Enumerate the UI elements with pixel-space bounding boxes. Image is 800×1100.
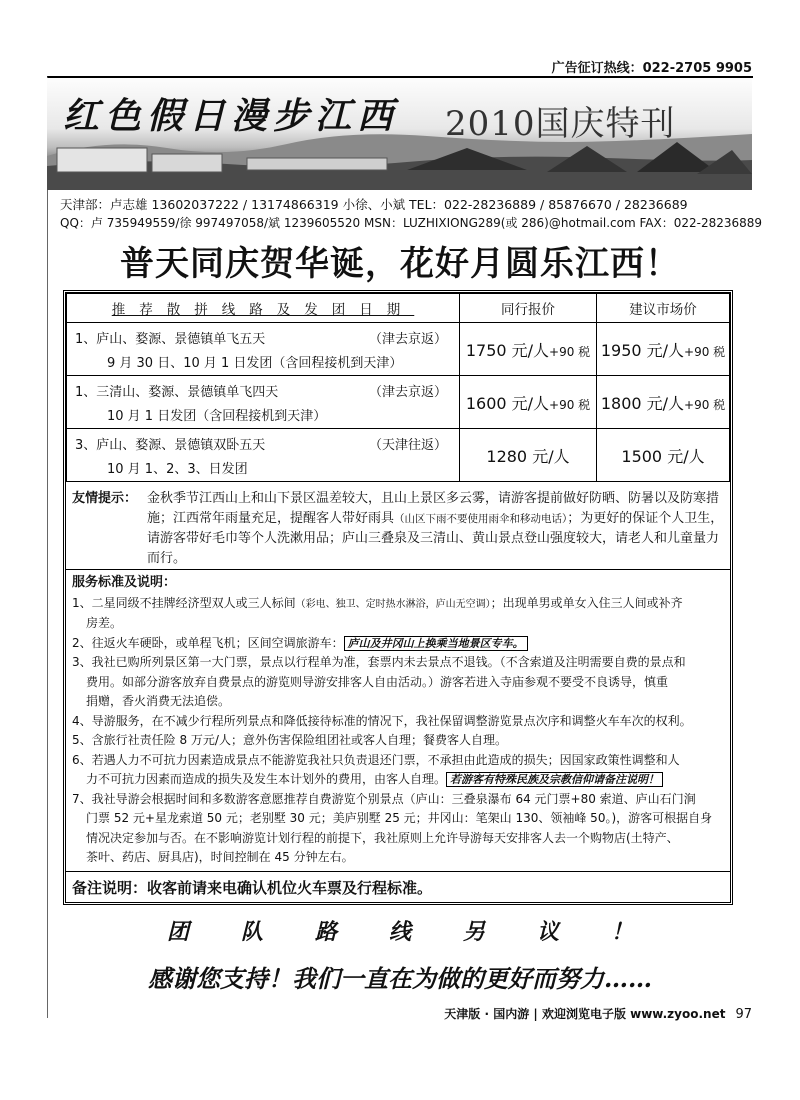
footer-text: 天津版 · 国内游 | 欢迎浏览电子版 www.zyoo.net xyxy=(444,1007,726,1021)
page-number: 97 xyxy=(735,1007,752,1022)
route-note: （津去京返） xyxy=(368,385,447,400)
route-price-table xyxy=(66,293,730,482)
service-item-cont: 力不可抗力因素而造成的损失及发生本计划外的费用，由客人自理。 若游客有特殊民族及宗教信仰请备注说明！ xyxy=(72,770,728,790)
highlight-note: 若游客有特殊民族及宗教信仰请备注说明！ xyxy=(446,772,663,787)
header-routes: 推荐散拼线路及发团日期 xyxy=(67,294,460,323)
route-date: 9 月 30 日、10 月 1 日发团（含回程接机到天津） xyxy=(107,356,403,371)
contact-line-1: 天津部：卢志雄 13602037222 / 13174866319 小徐、小斌 TEL：022-28236889 / 85876670 / 28236689 xyxy=(60,197,688,212)
table-row xyxy=(67,376,730,429)
tips-text: 金秋季节江西山上和山下景区温差较大，且山上景区多云雾，请游客提前做好防晒、防暑以及防寒措施；江西常年雨量充足，提醒客人带好雨具（山区下雨不要使用雨伞和移动电话）；为更好的保证个人卫生，请游客带好毛巾等个人洗漱用品；庐山三叠泉及三清山、黄山景点登山强度较大，请老人和儿童量力而行。 xyxy=(147,491,724,566)
ad-hotline: 广告征订热线：022-2705 9905 xyxy=(551,61,752,76)
thanks-slogan: 感谢您支持！我们一直在为做的更好而努力…… xyxy=(148,964,652,993)
friendly-tips xyxy=(72,489,726,569)
services-heading: 服务标准及说明： xyxy=(72,575,177,590)
table-header-row xyxy=(67,294,730,323)
page-footer xyxy=(444,1005,752,1022)
service-item: 5、含旅行社责任险 8 万元/人；意外伤害保险组团社或客人自理；餐费客人自理。 xyxy=(72,733,507,747)
market-price: 1800 元/人+90 税 xyxy=(597,376,730,429)
service-item: 3、我社已购所列景区第一大门票，景点以行程单为准，套票内未去景点不退钱。（不含索道及注明需要自费的景点和 xyxy=(72,655,686,669)
market-price: 1950 元/人+90 税 xyxy=(597,323,730,376)
peer-price: 1750 元/人+90 税 xyxy=(460,323,597,376)
service-item: 2、往返火车硬卧，或单程飞机；区间空调旅游车： 庐山及井冈山上换乘当地景区专车。 xyxy=(72,634,728,654)
header-market-price: 建议市场价 xyxy=(597,294,730,323)
contact-line-2: QQ：卢 735949559/徐 997497058/斌 1239605520 MSN：LUZHIXIONG289(或 286)@hotmail.com FAX：022-28236889 xyxy=(60,216,763,230)
route-name: 1、三清山、婺源、景德镇单飞四天 xyxy=(75,385,279,400)
remark: 备注说明：收客前请来电确认机位火车票及行程标准。 xyxy=(72,879,433,897)
group-route-note: 团 队 路 线 另 议 ！ xyxy=(166,919,634,945)
divider xyxy=(66,569,730,570)
service-item: 1、二星同级不挂牌经济型双人或三人标间（彩电、独卫、定时热水淋浴，庐山无空调）；出现单男或单女入住三人间或补齐 xyxy=(72,595,683,610)
service-item-cont: 费用。如部分游客放弃自费景点的游览则导游安排客人自由活动。）游客若进入寺庙参观不要受不良诱导，慎重 xyxy=(86,674,669,689)
tips-label: 友情提示： xyxy=(72,491,138,506)
banner-image xyxy=(47,78,752,190)
highlight-note: 庐山及井冈山上换乘当地景区专车。 xyxy=(344,636,528,651)
market-price: 1500 元/人 xyxy=(597,429,730,482)
headline: 普天同庆贺华诞，花好月圆乐江西！ xyxy=(120,244,680,284)
divider xyxy=(66,871,730,872)
service-item-cont: 茶叶、药店、厨具店)，时间控制在 45 分钟左右。 xyxy=(86,850,354,864)
route-date: 10 月 1 日发团（含回程接机到天津） xyxy=(107,409,327,424)
service-standards xyxy=(72,573,728,868)
route-note: （天津往返） xyxy=(368,438,447,453)
itinerary-box xyxy=(63,290,733,905)
table-row xyxy=(67,429,730,482)
service-item-cont: 情况决定参加与否。在不影响游览计划行程的前提下，我社原则上允许导游每天安排客人去一个购物店(土特产、 xyxy=(86,830,679,845)
header-peer-price: 同行报价 xyxy=(460,294,597,323)
route-cell xyxy=(67,429,460,482)
service-item: 7、我社导游会根据时间和多数游客意愿推荐自费游览个别景点（庐山：三叠泉瀑布 64 元门票+80 索道、庐山石门涧 xyxy=(72,791,696,806)
peer-price: 1600 元/人+90 税 xyxy=(460,376,597,429)
service-item-cont: 捐赠，香火消费无法追偿。 xyxy=(86,694,231,708)
service-item: 6、若遇人力不可抗力因素造成景点不能游览我社只负责退还门票，不承担由此造成的损失；因国家政策性调整和人 xyxy=(72,752,680,767)
route-cell xyxy=(67,323,460,376)
route-name: 1、庐山、婺源、景德镇单飞五天 xyxy=(75,332,266,347)
route-date: 10 月 1、2、3、日发团 xyxy=(107,462,248,477)
table-row xyxy=(67,323,730,376)
service-item-cont: 门票 52 元+星龙索道 50 元；老别墅 30 元；美庐别墅 25 元；井冈山：笔架山 130、领袖峰 50。)，游客可根据自身 xyxy=(86,811,713,825)
service-item: 4、导游服务，在不减少行程所列景点和降低接待标准的情况下，我社保留调整游览景点次序和调整火车车次的权利。 xyxy=(72,713,692,728)
banner-issue-title: 2010国庆特刊 xyxy=(445,104,676,144)
banner-title: 红色假日漫步江西 xyxy=(63,95,400,137)
peer-price: 1280 元/人 xyxy=(460,429,597,482)
service-item-cont: 房差。 xyxy=(86,616,123,630)
route-cell xyxy=(67,376,460,429)
route-name: 3、庐山、婺源、景德镇双卧五天 xyxy=(75,438,266,453)
route-note: （津去京返） xyxy=(368,332,447,347)
